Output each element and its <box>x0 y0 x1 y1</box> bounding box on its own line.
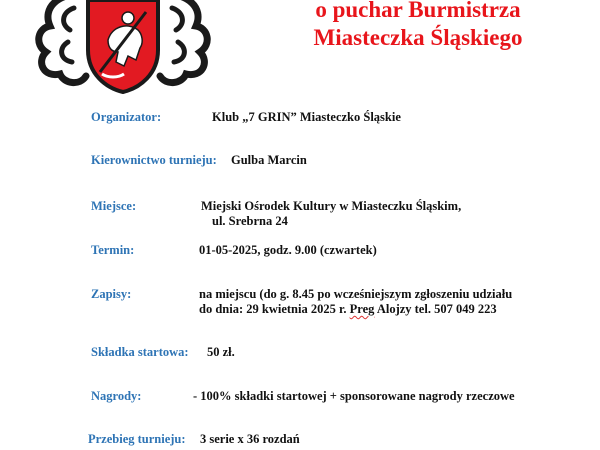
schedule-value: 3 serie x 36 rozdań <box>200 432 300 446</box>
fee-label: Składka startowa: <box>91 345 189 359</box>
fee-value: 50 zł. <box>207 345 235 359</box>
registration-contact: Alojzy tel. 507 049 223 <box>376 302 497 316</box>
registration-line-2 <box>199 302 497 317</box>
venue-label: Miejsce: <box>91 199 137 213</box>
date-label: Termin: <box>91 243 135 257</box>
prizes-value: - 100% składki startowej + sponsorowane nagrody rzeczowe <box>193 389 515 403</box>
title-line-1: o puchar Burmistrza <box>315 0 521 22</box>
prizes-label: Nagrody: <box>91 389 142 403</box>
registration-label: Zapisy: <box>91 287 132 301</box>
registration-line-1: na miejscu (do g. 8.45 po wcześniejszym zgłoszeniu udziału <box>199 287 513 301</box>
organizer-value: Klub „7 GRIN” Miasteczko Śląskie <box>212 110 401 124</box>
title-line-2: Miasteczka Śląskiego <box>313 25 523 50</box>
registration-contact-surname: Preg <box>349 302 375 316</box>
date-value: 01-05-2025, godz. 9.00 (czwartek) <box>199 243 377 257</box>
schedule-label: Przebieg turnieju: <box>88 432 186 446</box>
venue-line-1: Miejski Ośrodek Kultury w Miasteczku Śląskim, <box>201 199 462 213</box>
venue-line-2: ul. Srebrna 24 <box>212 214 288 228</box>
coat-of-arms-icon <box>28 0 218 94</box>
organizer-label: Organizator: <box>91 110 162 124</box>
management-label: Kierownictwo turnieju: <box>91 153 217 167</box>
management-value: Gulba Marcin <box>231 153 307 167</box>
registration-deadline: do dnia: 29 kwietnia 2025 r. <box>199 302 347 316</box>
